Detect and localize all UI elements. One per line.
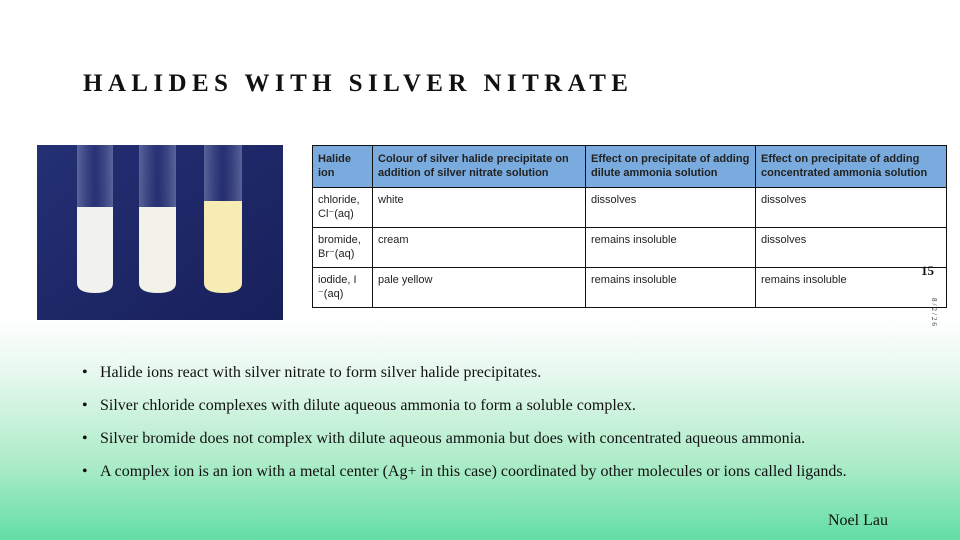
test-tubes-image: [37, 145, 283, 320]
bullet-icon: •: [82, 463, 88, 480]
halide-table: [312, 145, 947, 308]
bullet-text: Silver chloride complexes with dilute aqueous ammonia to form a soluble complex.: [100, 397, 636, 414]
list-item: [82, 395, 862, 416]
page-number: 15: [921, 263, 934, 278]
slide-date: 8/2/26: [930, 298, 938, 328]
table-row: [313, 188, 947, 228]
table-cell: bromide, Br⁻(aq): [313, 228, 373, 268]
header-concentrated-ammonia: Effect on precipitate of adding concentrated ammonia solution: [756, 146, 947, 188]
header-precipitate-colour: Colour of silver halide precipitate on addition of silver nitrate solution: [373, 146, 586, 188]
table-cell: remains insoluble: [756, 268, 947, 308]
table-cell: remains insoluble: [586, 268, 756, 308]
tube-chloride: [77, 145, 113, 293]
bullet-text: Silver bromide does not complex with dilute aqueous ammonia but does with concentrated aqueous ammonia.: [100, 430, 806, 447]
bullet-icon: •: [82, 397, 88, 414]
bullet-text: A complex ion is an ion with a metal center (Ag+ in this case) coordinated by other molecules or ions called ligands.: [100, 463, 847, 480]
slide-title: HALIDES WITH SILVER NITRATE: [83, 70, 634, 97]
list-item: [82, 362, 862, 383]
bullet-icon: •: [82, 364, 88, 381]
tube-iodide: [204, 145, 242, 293]
table-row: [313, 268, 947, 308]
table-row: [313, 228, 947, 268]
table-cell: dissolves: [756, 188, 947, 228]
list-item: [82, 428, 862, 449]
table-header-row: [313, 146, 947, 188]
table-cell: dissolves: [756, 228, 947, 268]
table-cell: cream: [373, 228, 586, 268]
author-name: Noel Lau: [828, 512, 888, 529]
header-halide-ion: Halide ion: [313, 146, 373, 188]
table-cell: remains insoluble: [586, 228, 756, 268]
bullet-list: [82, 362, 862, 494]
tube-bromide: [139, 145, 176, 293]
table-cell: iodide, I ⁻(aq): [313, 268, 373, 308]
table-cell: chloride, Cl⁻(aq): [313, 188, 373, 228]
bullet-icon: •: [82, 430, 88, 447]
bullet-text: Halide ions react with silver nitrate to form silver halide precipitates.: [100, 364, 542, 381]
header-dilute-ammonia: Effect on precipitate of adding dilute ammonia solution: [586, 146, 756, 188]
list-item: [82, 461, 862, 482]
table-cell: pale yellow: [373, 268, 586, 308]
table-cell: white: [373, 188, 586, 228]
table-cell: dissolves: [586, 188, 756, 228]
